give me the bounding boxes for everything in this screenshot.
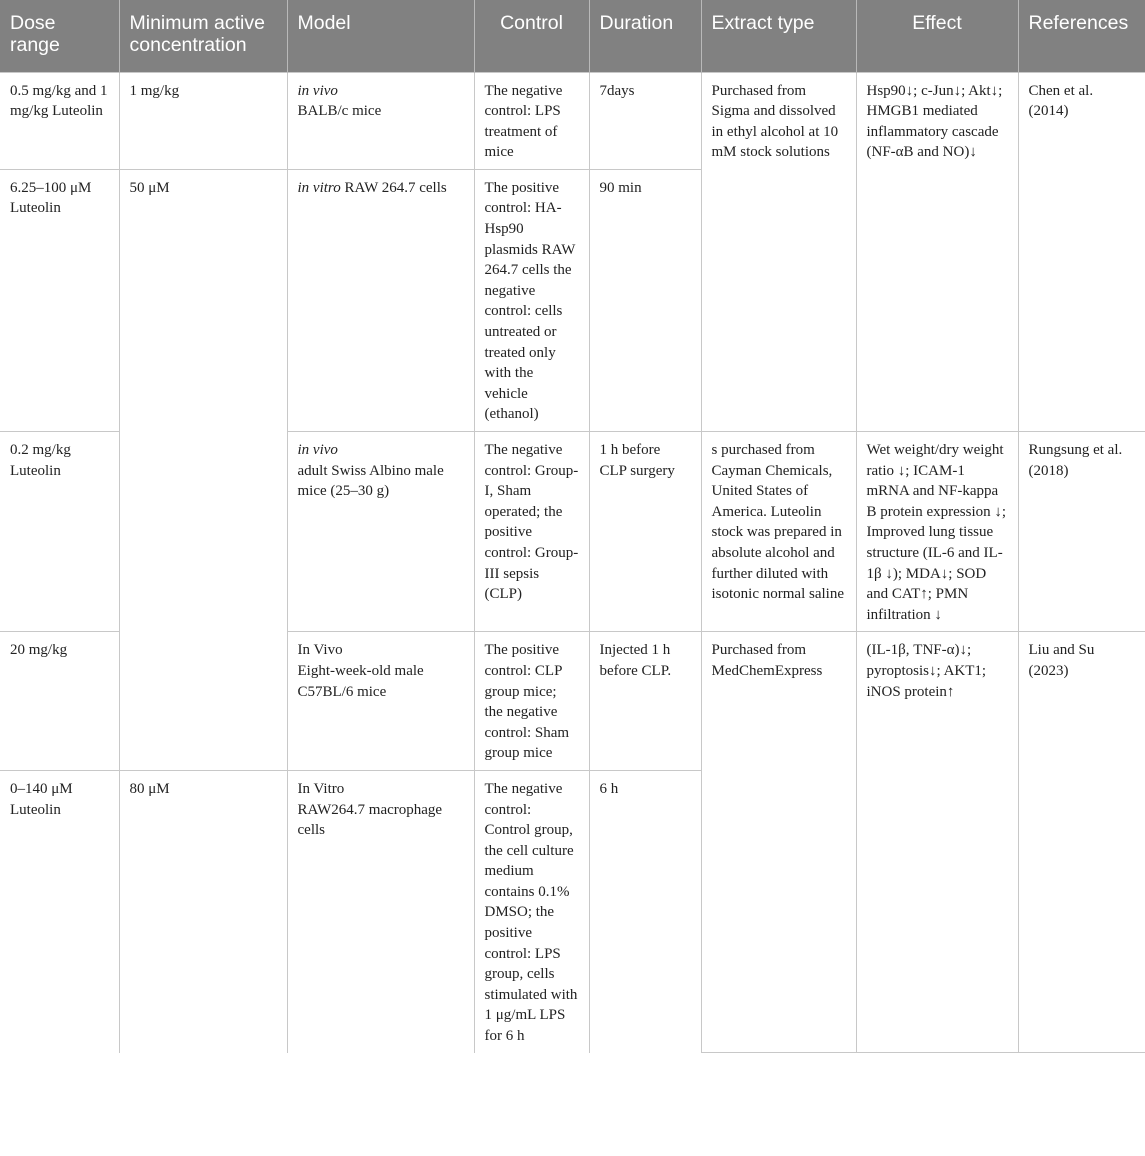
- cell-effect: Hsp90↓; c-Jun↓; Akt↓; HMGB1 mediated inflammatory cascade (NF-αB and NO)↓: [856, 72, 1018, 432]
- model-type: in vivo: [297, 82, 338, 99]
- header-minimum-active-concentration: Minimum active concentration: [119, 0, 287, 72]
- cell-extract-type: s purchased from Cayman Chemicals, United States of America. Luteolin stock was prepared in absolute alcohol and further diluted with isotonic normal saline: [701, 432, 856, 632]
- model-type: In Vitro: [297, 780, 345, 797]
- model-subject: RAW 264.7 cells: [340, 179, 447, 196]
- cell-model: [287, 432, 474, 632]
- cell-reference: Rungsung et al. (2018): [1018, 432, 1145, 632]
- cell-effect: Wet weight/dry weight ratio ↓; ICAM-1 mRNA and NF-kappa B protein expression ↓; Improved lung tissue structure (IL-6 and IL-1β ↓); MDA↓; SOD and CAT↑; PMN infiltration ↓: [856, 432, 1018, 632]
- cell-control: The negative control: Control group, the cell culture medium contains 0.1% DMSO; the positive control: LPS group, cells stimulated with 1 μg/mL LPS for 6 h: [474, 770, 589, 1052]
- model-type: In Vivo: [297, 642, 343, 659]
- cell-model: [287, 632, 474, 771]
- header-extract-type: Extract type: [701, 0, 856, 72]
- cell-dose-range: 6.25–100 μM Luteolin: [0, 169, 119, 431]
- cell-dose-range: 0.2 mg/kg Luteolin: [0, 432, 119, 632]
- header-effect: Effect: [856, 0, 1018, 72]
- model-subject: Eight-week-old male C57BL/6 mice: [297, 662, 424, 700]
- model-type: in vitro: [297, 179, 341, 196]
- cell-dose-range: 0–140 μM Luteolin: [0, 770, 119, 1052]
- cell-reference: Chen et al. (2014): [1018, 72, 1145, 432]
- model-subject: adult Swiss Albino male mice (25–30 g): [297, 462, 444, 500]
- header-row: [0, 0, 1145, 72]
- cell-control: The negative control: LPS treatment of mice: [474, 72, 589, 169]
- cell-model: [287, 169, 474, 431]
- cell-control: The positive control: HA-Hsp90 plasmids RAW 264.7 cells the negative control: cells untreated or treated only with the vehicle (ethanol): [474, 169, 589, 431]
- cell-control: The positive control: CLP group mice; the negative control: Sham group mice: [474, 632, 589, 771]
- header-control: Control: [474, 0, 589, 72]
- cell-extract-type: Purchased from MedChemExpress: [701, 632, 856, 1053]
- cell-minimum-active-concentration: 1 mg/kg: [119, 72, 287, 169]
- model-subject: RAW264.7 macrophage cells: [297, 801, 443, 839]
- cell-minimum-active-concentration: 50 μM: [119, 169, 287, 770]
- cell-duration: Injected 1 h before CLP.: [589, 632, 701, 771]
- cell-dose-range: 20 mg/kg: [0, 632, 119, 771]
- header-dose-range: Dose range: [0, 0, 119, 72]
- model-subject: BALB/c mice: [297, 103, 382, 120]
- table-row: [0, 72, 1145, 169]
- cell-extract-type: Purchased from Sigma and dissolved in ethyl alcohol at 10 mM stock solutions: [701, 72, 856, 432]
- cell-dose-range: 0.5 mg/kg and 1 mg/kg Luteolin: [0, 72, 119, 169]
- cell-effect: (IL-1β, TNF-α)↓; pyroptosis↓; AKT1; iNOS protein↑: [856, 632, 1018, 1053]
- cell-duration: 7days: [589, 72, 701, 169]
- cell-minimum-active-concentration: 80 μM: [119, 770, 287, 1052]
- cell-reference: Liu and Su (2023): [1018, 632, 1145, 1053]
- cell-duration: 6 h: [589, 770, 701, 1052]
- header-duration: Duration: [589, 0, 701, 72]
- cell-model: [287, 72, 474, 169]
- header-model: Model: [287, 0, 474, 72]
- cell-duration: 1 h before CLP surgery: [589, 432, 701, 632]
- model-type: in vivo: [297, 442, 338, 458]
- cell-control: The negative control: Group-I, Sham operated; the positive control: Group- III sepsis (CLP): [474, 432, 589, 632]
- cell-duration: 90 min: [589, 169, 701, 431]
- cell-model: [287, 770, 474, 1052]
- header-references: References: [1018, 0, 1145, 72]
